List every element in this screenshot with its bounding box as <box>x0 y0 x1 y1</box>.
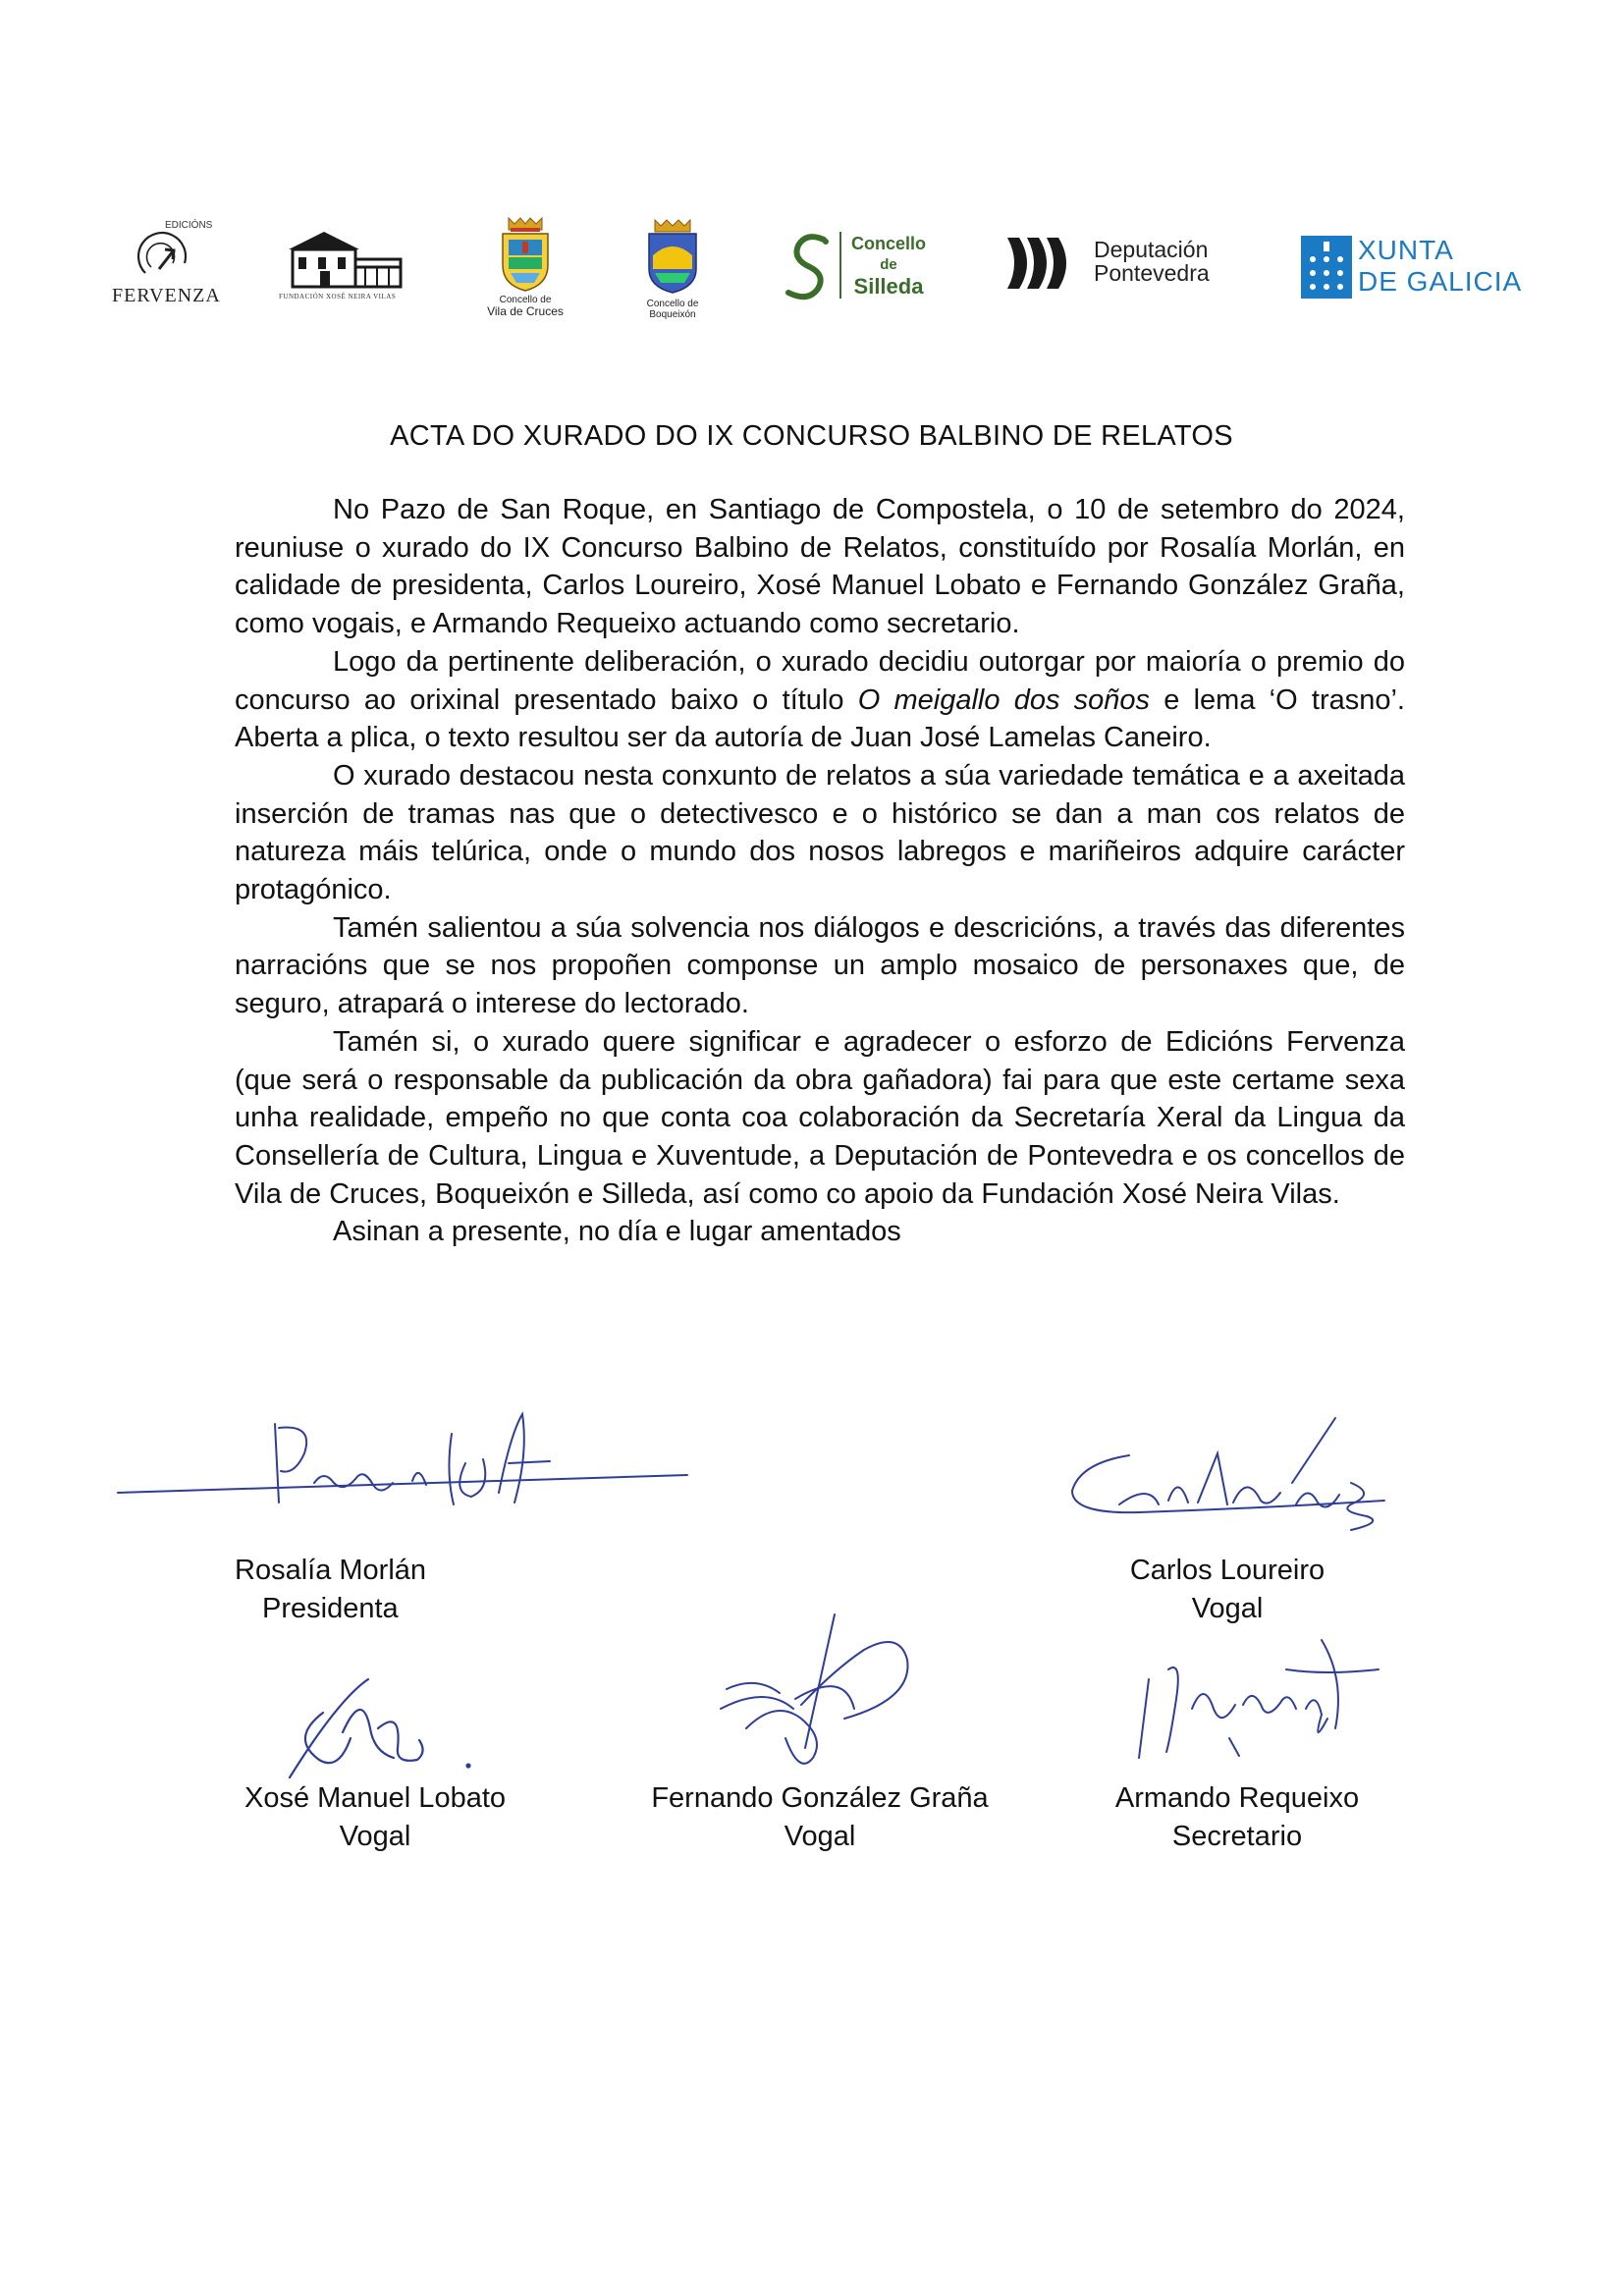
house-icon <box>275 228 412 289</box>
signatory-fernando-gonzalez-grana <box>619 1779 1021 1856</box>
paragraph-3: O xurado destacou nesta conxunto de relatos a súa variedade temática e a axeitada inserción de tramas nas que o detectivesco e o histórico se dan a man cos relatos de natureza máis telúrica, onde o mundo dos nosos labregos e mariñeiros adquire carácter protagónico. <box>235 759 1405 906</box>
pontevedra-emblem-icon <box>1005 234 1084 293</box>
signatory-role: Vogal <box>339 1821 411 1852</box>
paragraph-2 <box>235 643 1405 757</box>
signatory-role: Vogal <box>1191 1593 1264 1624</box>
signatory-role: Vogal <box>784 1821 856 1852</box>
cruces-line2: Vila de Cruces <box>487 304 564 318</box>
silleda-s-icon <box>781 228 838 306</box>
work-title: O meigallo dos soños <box>857 683 1151 716</box>
fervenza-wordmark: FERVENZA <box>112 285 221 306</box>
concello-vila-de-cruces-logo <box>481 214 569 322</box>
paragraph-6: Asinan a presente, no día e lugar amentados <box>333 1216 901 1248</box>
concello-silleda-logo <box>781 228 938 306</box>
fundacion-wordmark: FUNDACIÓN XOSÉ NEIRA VILAS <box>279 293 397 301</box>
concello-boqueixon-logo <box>633 216 712 324</box>
signatory-name: Rosalía Morlán <box>235 1555 427 1586</box>
paragraph-5: Tamén si, o xurado quere significar e agradecer o esforzo de Edicións Fervenza (que será o responsable da publicación da obra gañadora) fai para que este certame sexa unha realidade, empeño no que conta coa colaboración da Secretaría Xeral da Lingua da Consellería de Cultura, Lingua e Xuventude, a Deputación de Pontevedra e os concellos de Vila de Cruces, Boqueixón e Silleda, así como co apoio da Fundación Xosé Neira Vilas. <box>235 1025 1405 1210</box>
signatory-rosalia-morlan <box>235 1552 460 1628</box>
signatory-xose-manuel-lobato <box>218 1779 532 1856</box>
signatory-name: Carlos Loureiro <box>1129 1555 1325 1586</box>
paragraph-2-intro: Logo da pertinente deliberación, o xurado decidiu outorgar por maioría o premio do concurso ao orixinal presentado baixo o título <box>235 645 1405 716</box>
signature-fernando-gonzalez-grana <box>707 1611 923 1768</box>
boqueixon-line2: Boqueixón <box>649 309 696 320</box>
edicions-fervenza-logo <box>108 216 221 314</box>
paragraph-4: Tamén salientou a súa solvencia nos diálogos e descricións, a través das diferentes narracións que se nos propoñen componse un amplo mosaico de personaxes que, de seguro, atrapará o interese do lectorado. <box>235 911 1405 1020</box>
coat-of-arms-icon <box>481 214 569 293</box>
paragraph-1: No Pazo de San Roque, en Santiago de Compostela, o 10 de setembro do 2024, reuniuse o xurado do IX Concurso Balbino de Relatos, constituído por Rosalía Morlán, en calidade de presidenta, Carlos Loureiro, Xosé Manuel Lobato e Fernando González Graña, como vogais, e Armando Requeixo actuando como secretario. <box>235 494 1405 640</box>
fervenza-arc-text: EDICIÓNS <box>165 220 213 231</box>
signatory-armando-requeixo <box>1090 1779 1384 1856</box>
coat-of-arms-icon <box>633 216 712 295</box>
signatory-carlos-loureiro <box>1080 1552 1375 1628</box>
xunta-line2: DE GALICIA <box>1358 266 1523 297</box>
silleda-divider <box>839 232 841 299</box>
silleda-line1: Concello <box>850 234 926 253</box>
document-title: ACTA DO XURADO DO IX CONCURSO BALBINO DE RELATOS <box>390 420 1233 452</box>
cruces-line1: Concello de <box>499 295 552 305</box>
signature-armando-requeixo <box>1119 1620 1384 1768</box>
fundacion-neira-vilas-logo <box>275 228 412 306</box>
xunta-emblem-icon <box>1301 236 1352 299</box>
signature-carlos-loureiro <box>1060 1414 1394 1542</box>
signatory-name: Xosé Manuel Lobato <box>243 1782 507 1814</box>
signature-rosalia-morlan <box>98 1394 707 1532</box>
signatory-role: Presidenta <box>262 1593 399 1624</box>
silleda-line3: Silleda <box>853 274 924 299</box>
signature-xose-manuel-lobato <box>280 1669 486 1787</box>
xunta-line1: XUNTA <box>1358 235 1454 265</box>
xunta-de-galicia-logo <box>1301 236 1537 300</box>
signatory-role: Secretario <box>1171 1821 1303 1852</box>
document-body <box>235 491 1405 1251</box>
silleda-line2: de <box>880 256 897 273</box>
boqueixon-line1: Concello de <box>646 299 699 309</box>
signatory-name: Fernando González Graña <box>651 1782 989 1814</box>
pontevedra-line1: Deputación <box>1094 237 1209 262</box>
signatory-name: Armando Requeixo <box>1114 1782 1360 1814</box>
deputacion-pontevedra-logo <box>1005 234 1241 293</box>
pontevedra-line2: Pontevedra <box>1094 260 1210 286</box>
paragraph-2-rest: e lema ‘O trasno’. Aberta a plica, o texto resultou ser da autoría de Juan José Lamelas Caneiro. <box>235 683 1405 754</box>
